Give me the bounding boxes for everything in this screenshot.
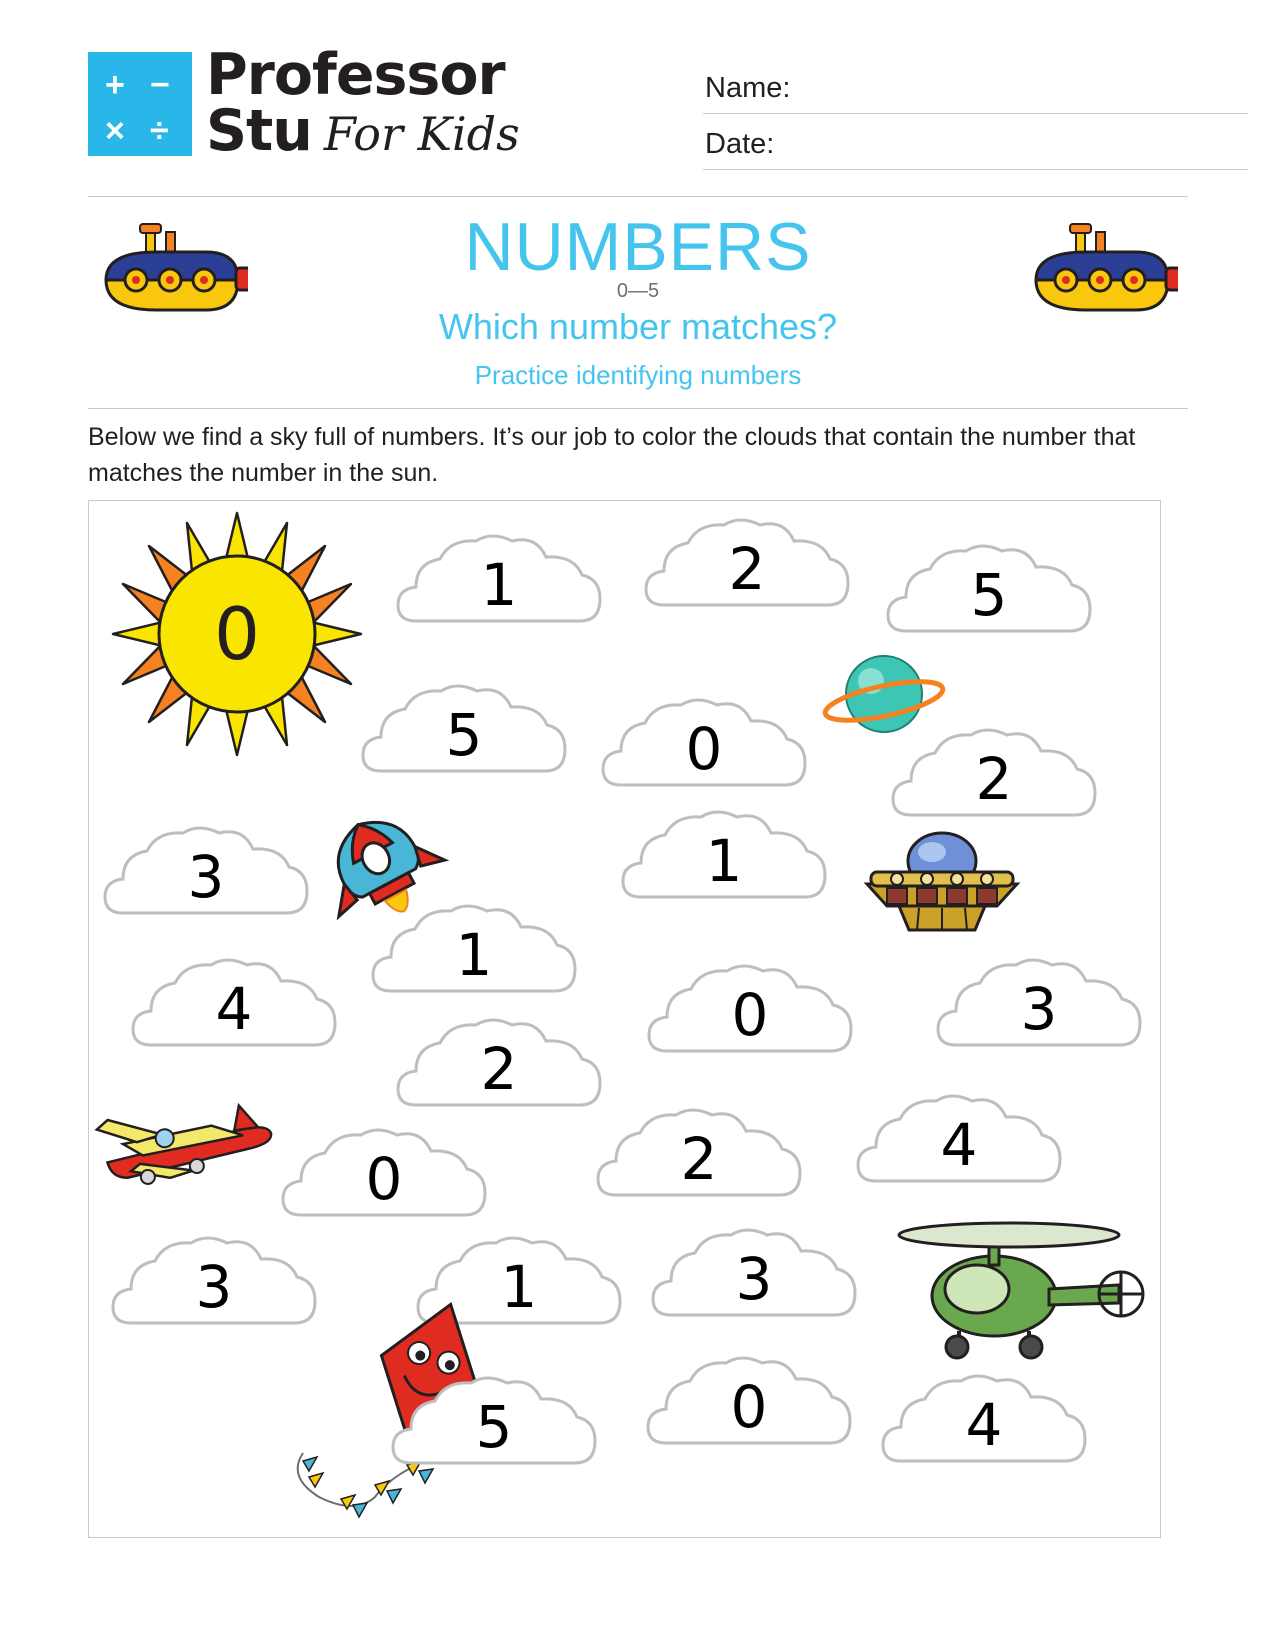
cloud-number: 0 <box>365 1145 403 1213</box>
cloud-number: 4 <box>215 975 253 1043</box>
cloud-item-11[interactable] <box>645 959 855 1059</box>
cloud-number: 2 <box>728 535 766 603</box>
page-subtitle: Which number matches? <box>438 306 838 347</box>
cloud-number: 2 <box>975 745 1013 813</box>
title-divider <box>88 408 1188 409</box>
brand-line-1: Professor <box>206 42 505 108</box>
cloud-number: 1 <box>480 551 518 619</box>
cloud-item-6[interactable] <box>889 723 1099 823</box>
cloud-item-4[interactable] <box>359 679 569 779</box>
cloud-item-21[interactable] <box>644 1351 854 1451</box>
cloud-number: 1 <box>455 921 493 989</box>
cloud-number: 0 <box>730 1373 768 1441</box>
submarine-icon-right <box>1018 218 1178 343</box>
cloud-number: 1 <box>705 827 743 895</box>
cloud-item-12[interactable] <box>934 953 1144 1053</box>
cloud-number: 3 <box>735 1245 773 1313</box>
divide-icon: ÷ <box>150 111 169 150</box>
target-number: 0 <box>214 592 260 676</box>
cloud-number: 2 <box>480 1035 518 1103</box>
cloud-item-15[interactable] <box>594 1103 804 1203</box>
page-header <box>88 42 1188 188</box>
cloud-number: 2 <box>680 1125 718 1193</box>
times-icon: × <box>105 111 125 150</box>
minus-icon: − <box>150 65 170 104</box>
brand-tagline: For Kids <box>323 106 520 161</box>
cloud-number: 5 <box>970 561 1008 629</box>
cloud-item-7[interactable] <box>101 821 311 921</box>
name-field-row[interactable] <box>703 58 1248 114</box>
cloud-number: 5 <box>475 1393 513 1461</box>
instructions-text: Below we find a sky full of numbers. It’s our job to color the clouds that contain the number that matches the number in the sun. <box>88 423 1136 487</box>
brand-logo <box>88 42 608 164</box>
cloud-number: 3 <box>1020 975 1058 1043</box>
cloud-item-20[interactable] <box>389 1371 599 1471</box>
name-label: Name: <box>705 72 791 104</box>
page-tagline: Practice identifying numbers <box>474 360 802 390</box>
cloud-number: 3 <box>187 843 225 911</box>
calculator-logo-icon <box>88 52 192 156</box>
date-label: Date: <box>705 128 775 160</box>
title-band <box>88 200 1188 405</box>
cloud-item-13[interactable] <box>394 1013 604 1113</box>
cloud-number: 4 <box>965 1391 1003 1459</box>
ufo-icon <box>857 826 1027 951</box>
cloud-item-22[interactable] <box>879 1369 1089 1469</box>
cloud-item-14[interactable] <box>279 1123 489 1223</box>
cloud-item-3[interactable] <box>884 539 1094 639</box>
cloud-number: 1 <box>500 1253 538 1321</box>
airplane-icon <box>93 1079 283 1204</box>
cloud-item-5[interactable] <box>599 693 809 793</box>
brand-line-2: Stu <box>206 97 312 164</box>
cloud-number: 0 <box>685 715 723 783</box>
cloud-number: 3 <box>195 1253 233 1321</box>
cloud-item-10[interactable] <box>129 953 339 1053</box>
page-title: NUMBERS <box>464 209 812 285</box>
target-sun <box>107 509 367 759</box>
plus-icon: + <box>105 65 125 104</box>
cloud-item-2[interactable] <box>642 513 852 613</box>
brand-wordmark <box>206 42 520 164</box>
date-field-row[interactable] <box>703 114 1248 170</box>
worksheet-area <box>88 500 1161 1538</box>
number-range-label: 0—5 <box>616 280 660 302</box>
cloud-item-8[interactable] <box>619 805 829 905</box>
name-date-block <box>703 58 1248 170</box>
helicopter-icon <box>889 1201 1149 1366</box>
header-divider <box>88 196 1188 197</box>
cloud-item-16[interactable] <box>854 1089 1064 1189</box>
cloud-item-19[interactable] <box>649 1223 859 1323</box>
cloud-number: 5 <box>445 701 483 769</box>
cloud-number: 4 <box>940 1111 978 1179</box>
cloud-number: 0 <box>731 981 769 1049</box>
cloud-item-9[interactable] <box>369 899 579 999</box>
cloud-item-1[interactable] <box>394 529 604 629</box>
